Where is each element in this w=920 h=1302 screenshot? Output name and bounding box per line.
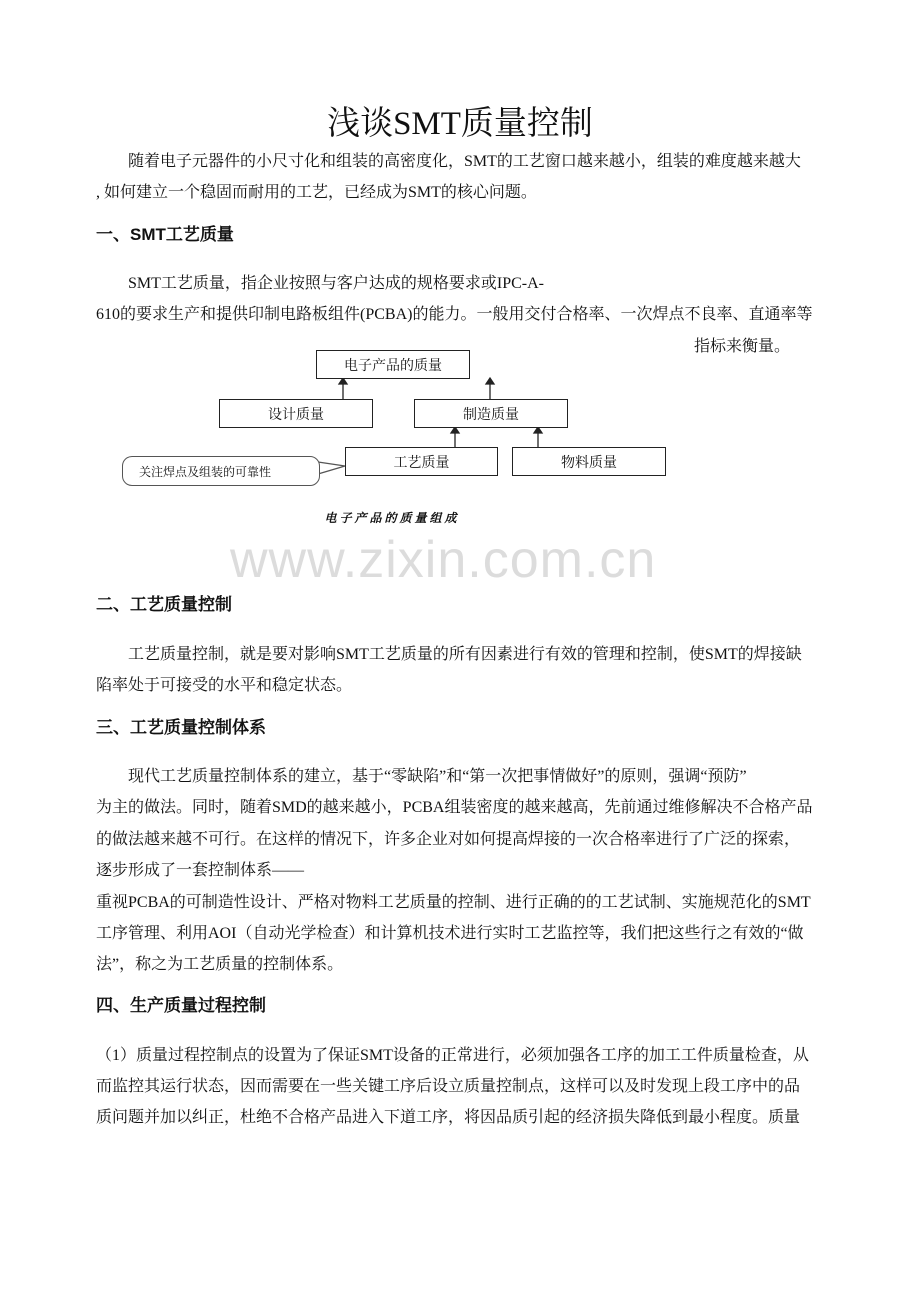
section-heading-1: 一、SMT工艺质量 [96,225,234,244]
diagram-caption: 电子产品的质量组成 [324,511,460,525]
paragraph-line: 法”，称之为工艺质量的控制体系。 [96,956,344,973]
diagram-box-process-quality: 工艺质量 [345,447,498,476]
paragraph-line: 为主的做法。同时，随着SMD的越来越小，PCBA组装密度的越来越高，先前通过维修解决不合格产品 [96,799,813,816]
diagram-box-design-quality: 设计质量 [219,399,373,428]
paragraph-line: 现代工艺质量控制体系的建立，基于“零缺陷”和“第一次把事情做好”的原则，强调“预防” [128,768,747,785]
diagram-box-manufacturing-quality: 制造质量 [414,399,568,428]
intro-line: 随着电子元器件的小尺寸化和组装的高密度化，SMT的工艺窗口越来越小，组装的难度越来越大 [128,153,801,170]
section-heading-2: 二、工艺质量控制 [96,595,232,614]
paragraph-line: （1）质量过程控制点的设置为了保证SMT设备的正常进行，必须加强各工序的加工工件质量检查，从 [96,1047,809,1064]
paragraph-line: 工艺质量控制，就是要对影响SMT工艺质量的所有因素进行有效的管理和控制，使SMT的焊接缺 [128,646,802,663]
paragraph-line: 质问题并加以纠正，杜绝不合格产品进入下道工序，将因品质引起的经济损失降低到最小程度。质量 [96,1109,801,1126]
intro-line: , 如何建立一个稳固而耐用的工艺，已经成为SMT的核心问题。 [96,184,537,201]
paragraph-line: 重视PCBA的可制造性设计、严格对物料工艺质量的控制、进行正确的的工艺试制、实施规范化的SMT [96,894,811,911]
paragraph-line: 逐步形成了一套控制体系—— [96,862,305,879]
watermark: www.zixin.com.cn [230,531,657,589]
diagram-box-material-quality: 物料质量 [512,447,666,476]
paragraph-line: 的做法越来越不可行。在这样的情况下，许多企业对如何提高焊接的一次合格率进行了广泛的探索， [96,831,801,848]
paragraph-line: 610的要求生产和提供印制电路板组件(PCBA)的能力。一般用交付合格率、一次焊点不良率、直通率等 [96,306,813,323]
paragraph-line: 而监控其运行状态，因而需要在一些关键工序后设立质量控制点，这样可以及时发现上段工序中的品 [96,1078,801,1095]
section-heading-3: 三、工艺质量控制体系 [96,718,266,737]
paragraph-line: SMT工艺质量，指企业按照与客户达成的规格要求或IPC-A- [128,275,545,292]
diagram-callout: 关注焊点及组装的可靠性 [122,456,320,486]
section-heading-4: 四、生产质量过程控制 [96,996,266,1015]
diagram-box-product-quality: 电子产品的质量 [316,350,470,379]
paragraph-line: 工序管理、利用AOI（自动光学检查）和计算机技术进行实时工艺监控等，我们把这些行之有效的“做 [96,925,804,942]
paragraph-line: 指标来衡量。 [694,338,791,355]
document-title: 浅谈SMT质量控制 [327,106,593,142]
paragraph-line: 陷率处于可接受的水平和稳定状态。 [96,677,353,694]
